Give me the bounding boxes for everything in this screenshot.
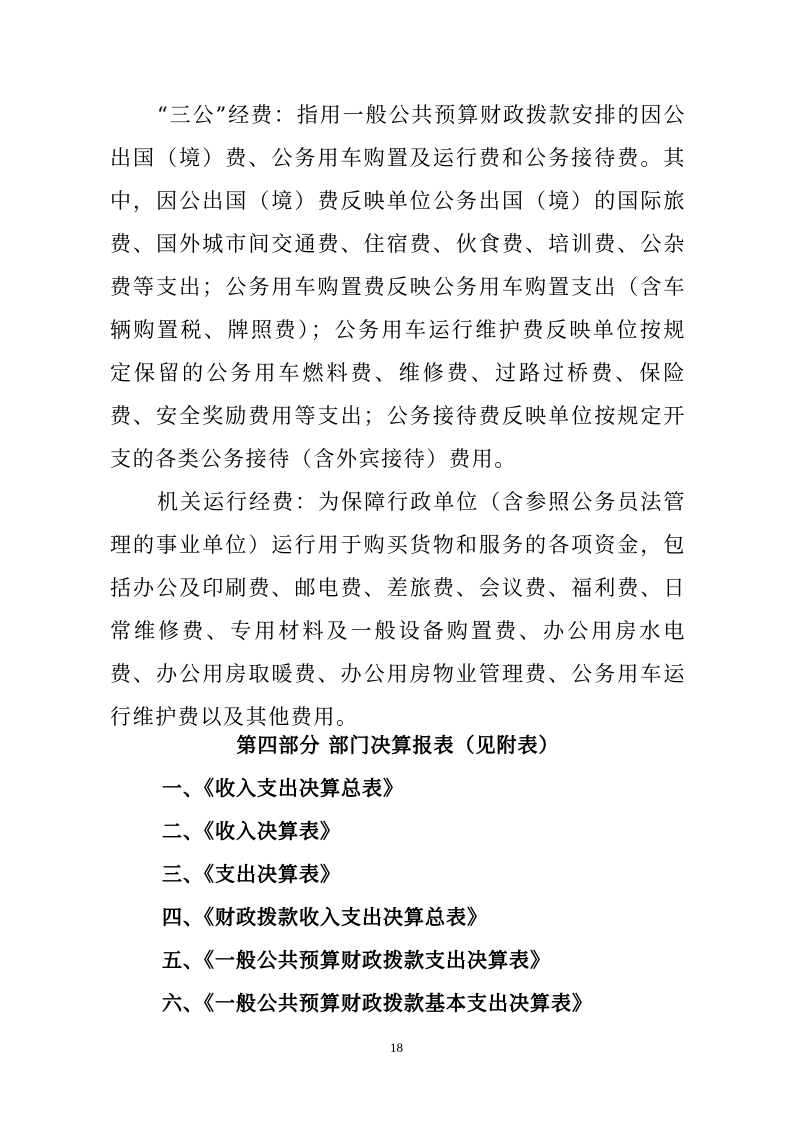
list-item: 五、《一般公共预算财政拨款支出决算表》 [162,948,551,972]
list-item: 三、《支出决算表》 [162,862,341,886]
list-item: 四、《财政拨款收入支出决算总表》 [162,905,488,929]
paragraph-operating-expenses: 机关运行经费：为保障行政单位（含参照公务员法管理的事业单位）运行用于购买货物和服务的各项资金，包括办公及印刷费、邮电费、差旅费、会议费、福利费、日常维修费、专用材料及一般设备购置费、办公用房水电费、办公用房取暖费、办公用房物业管理费、公务用车运行维护费以及其他费用。 [110,490,686,729]
list-item: 六、《一般公共预算财政拨款基本支出决算表》 [162,991,593,1015]
list-item: 二、《收入决算表》 [162,819,341,843]
section-heading: 第四部分 部门决算报表（见附表） [236,733,560,757]
paragraph-three-public-expenses: “三公”经费：指用一般公共预算财政拨款安排的因公出国（境）费、公务用车购置及运行费和公务接待费。其中，因公出国（境）费反映单位公务出国（境）的国际旅费、国外城市间交通费、住宿费、伙食费、培训费、公杂费等支出；公务用车购置费反映公务用车购置支出（含车辆购置税、牌照费）；公务用车运行维护费反映单位按规定保留的公务用车燃料费、维修费、过路过桥费、保险费、安全奖励费用等支出；公务接待费反映单位按规定开支的各类公务接待（含外宾接待）费用。 [110,103,686,471]
body-text [110,94,686,739]
list-item: 一、《收入支出决算总表》 [162,776,404,800]
report-section [110,724,686,1025]
page-number: 18 [390,1040,403,1055]
report-list [110,767,686,1025]
